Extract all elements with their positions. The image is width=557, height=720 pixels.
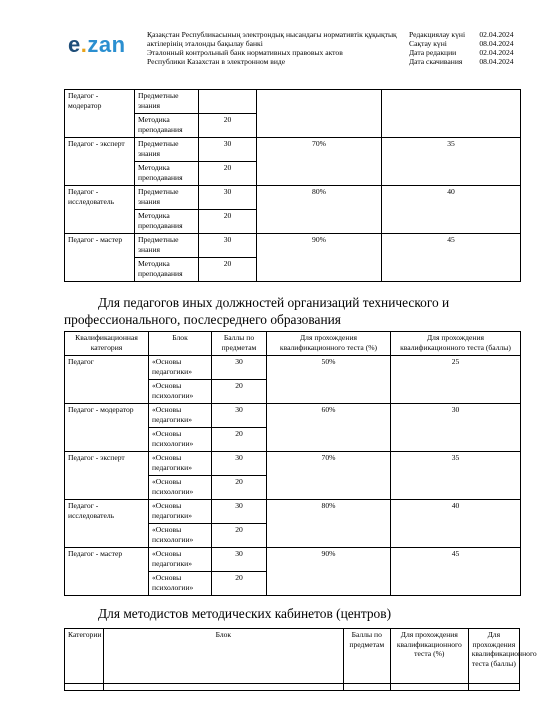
table-row (65, 548, 521, 572)
block-cell: Предметные знания (135, 234, 199, 258)
col-header-score: Баллы по предметам (212, 332, 267, 356)
category-cell: Педагог - мастер (65, 548, 149, 596)
header-bank-title (147, 30, 397, 67)
block-cell: Методика преподавания (135, 258, 199, 282)
col-header-pct: Для прохождения квалификационного теста (%) (267, 332, 391, 356)
block-cell: Методика преподавания (135, 210, 199, 234)
pct-cell: 90% (267, 548, 391, 596)
section-heading-technical: Для педагогов иных должностей организаций технического и профессионального, послесреднего образования (64, 295, 450, 327)
points-cell: 45 (391, 548, 521, 596)
score-cell: 30 (199, 138, 257, 162)
header-line: Республики Казахстан в электронном виде (147, 56, 286, 66)
pct-cell: 70% (267, 452, 391, 500)
category-cell: Педагог - модератор (65, 90, 135, 138)
category-cell: Педагог - мастер (65, 234, 135, 282)
score-cell: 30 (212, 452, 267, 476)
section-heading-methodists: Для методистов методических кабинетов (центров) (98, 606, 392, 621)
block-cell: «Основы психологии» (149, 476, 212, 500)
col-header-points: Для прохождения квалификационного теста (баллы) (468, 629, 519, 684)
category-cell: Педагог - эксперт (65, 452, 149, 500)
score-cell: 30 (212, 548, 267, 572)
qualification-table-continued (64, 89, 521, 282)
table-row (65, 452, 521, 476)
block-cell: «Основы психологии» (149, 428, 212, 452)
score-cell: 20 (212, 524, 267, 548)
block-cell: «Основы педагогики» (149, 548, 212, 572)
table-row (65, 404, 521, 428)
qualification-table-methodists (64, 628, 537, 691)
score-cell: 20 (212, 476, 267, 500)
score-cell: 20 (199, 114, 257, 138)
pct-cell: 90% (257, 234, 382, 282)
meta-row: Редакциялау күні 02.04.2024 (409, 30, 514, 39)
points-cell (382, 90, 521, 138)
category-cell: Педагог (65, 356, 149, 404)
header-dates (409, 31, 519, 67)
col-header-block: Блок (149, 332, 212, 356)
col-header-category: Квалификационная категория (65, 332, 149, 356)
table-row (65, 356, 521, 380)
block-cell: «Основы психологии» (149, 572, 212, 596)
header-line: Эталонный контрольный банк нормативных правовых актов (147, 47, 343, 57)
col-header-score: Баллы по предметам (343, 629, 390, 684)
score-cell: 30 (212, 500, 267, 524)
score-cell: 20 (212, 428, 267, 452)
points-cell: 40 (391, 500, 521, 548)
table-row (65, 90, 521, 114)
table-row (65, 234, 521, 258)
pct-cell: 70% (257, 138, 382, 186)
col-header-block: Блок (103, 629, 343, 684)
block-cell: «Основы педагогики» (149, 500, 212, 524)
col-header-points: Для прохождения квалификационного теста (баллы) (391, 332, 521, 356)
pct-cell (257, 90, 382, 138)
points-cell: 25 (391, 356, 521, 404)
table-row (65, 138, 521, 162)
block-cell: «Основы психологии» (149, 524, 212, 548)
pct-cell: 80% (267, 500, 391, 548)
col-header-pct: Для прохождения квалификационного теста (%) (390, 629, 468, 684)
points-cell: 35 (391, 452, 521, 500)
block-cell: Предметные знания (135, 186, 199, 210)
block-cell: «Основы педагогики» (149, 356, 212, 380)
score-cell: 30 (212, 356, 267, 380)
block-cell: «Основы педагогики» (149, 404, 212, 428)
block-cell: Предметные знания (135, 138, 199, 162)
category-cell: Педагог - эксперт (65, 138, 135, 186)
pct-cell: 80% (257, 186, 382, 234)
table-row (65, 500, 521, 524)
points-cell: 30 (391, 404, 521, 452)
points-cell: 35 (382, 138, 521, 186)
category-cell: Педагог - исследователь (65, 500, 149, 548)
pct-cell: 60% (267, 404, 391, 452)
score-cell: 20 (199, 258, 257, 282)
block-cell: Предметные знания (135, 90, 199, 114)
score-cell: 20 (199, 162, 257, 186)
header-line: Қазақстан Республикасының электрондық нысандағы нормативтік құқықтық (147, 30, 397, 39)
ezan-logo: e.zan (68, 32, 126, 57)
meta-row: Дата редакции 02.04.2024 (409, 47, 514, 57)
block-cell: Методика преподавания (135, 162, 199, 186)
table-row (65, 186, 521, 210)
score-cell: 20 (212, 572, 267, 596)
points-cell: 45 (382, 234, 521, 282)
pct-cell: 50% (267, 356, 391, 404)
category-cell: Педагог - исследователь (65, 186, 135, 234)
score-cell: 30 (199, 234, 257, 258)
meta-row: Дата скачивания 08.04.2024 (409, 56, 514, 66)
score-cell: 30 (212, 404, 267, 428)
header-line: актілерінің эталонды бақылау банкі (147, 38, 263, 48)
category-cell: Педагог - модератор (65, 404, 149, 452)
score-cell (199, 90, 257, 114)
col-header-category: Категории (65, 629, 104, 684)
qualification-table-technical (64, 331, 521, 596)
block-cell: Методика преподавания (135, 114, 199, 138)
score-cell: 20 (212, 380, 267, 404)
points-cell: 40 (382, 186, 521, 234)
score-cell: 20 (199, 210, 257, 234)
table-row (65, 684, 520, 691)
block-cell: «Основы психологии» (149, 380, 212, 404)
meta-row: Сақтау күні 08.04.2024 (409, 38, 514, 48)
block-cell: «Основы педагогики» (149, 452, 212, 476)
score-cell: 30 (199, 186, 257, 210)
